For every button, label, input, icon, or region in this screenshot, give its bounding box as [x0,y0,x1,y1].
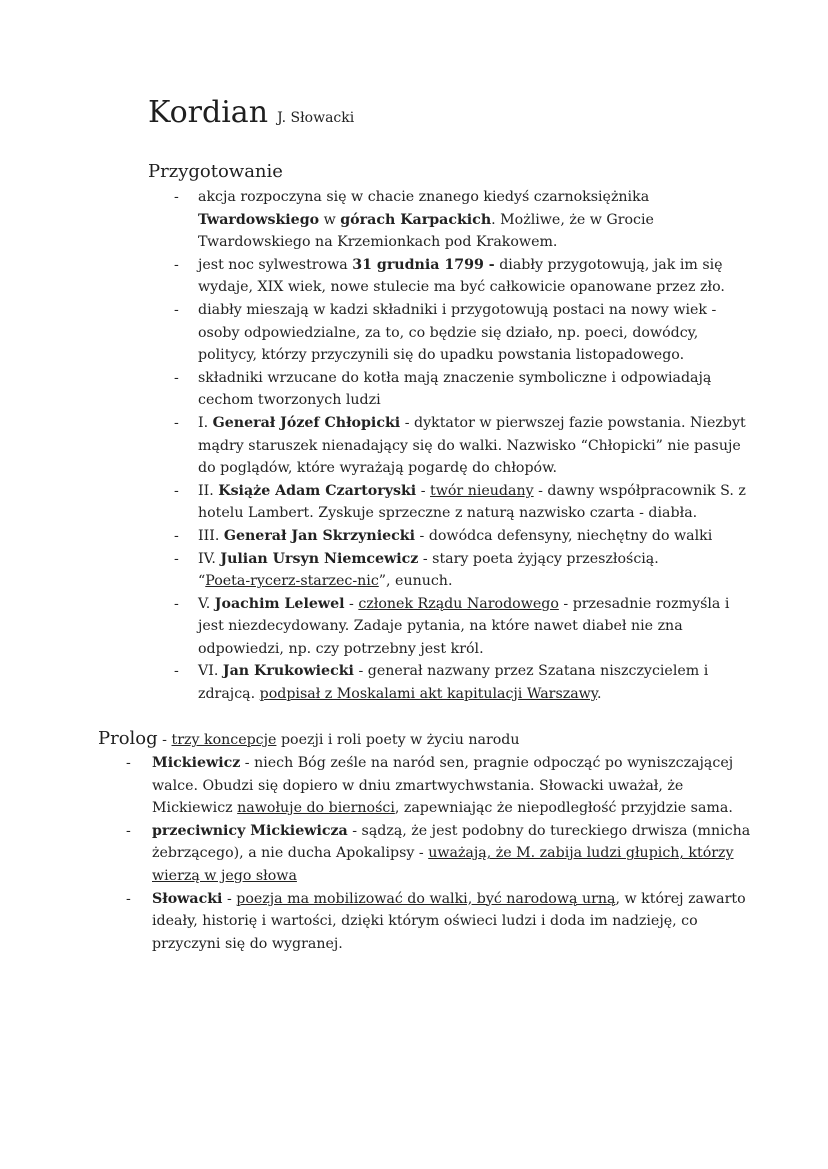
list-item: - V. Joachim Lelewel - członek Rządu Narodowego - przesadnie rozmyśla i jest niezdecydowany. Zadaje pytania, na które nawet diabeł nie zna odpowiedzi, np. czy potrzebny jest król. [174,595,730,657]
list-item: - składniki wrzucane do kotła mają znaczenie symboliczne i odpowiadają cechom tworzonych ludzi [174,369,712,409]
list-item: - Słowacki - poezja ma mobilizować do walki, być narodową urną, w której zawarto ideały, historię i wartości, dzięki którym oświeci ludzi i doda im nadzieję, co przyczyni się do wygranej. [126,890,746,952]
list-item: - jest noc sylwestrowa 31 grudnia 1799 - diabły przygotowują, jak im się wydaje, XIX wiek, nowe stulecie ma być całkowicie opanowane przez zło. [174,256,725,296]
przygotowanie-list [172,186,752,706]
author-text: J. Słowacki [277,110,355,126]
list-item: - I. Generał Józef Chłopicki - dyktator w pierwszej fazie powstania. Niezbyt mądry staruszek nienadający się do walki. Nazwisko “Chłopicki” nie pasuje do poglądów, które wyrażają pogardę do chłopów. [174,414,746,477]
prolog-list [124,752,754,955]
list-item: - II. Książe Adam Czartoryski - twór nieudany - dawny współpracownik S. z hotelu Lambert. Zyskuje sprzeczne z naturą nazwisko czarta - diabła. [174,482,746,522]
document-title [148,95,354,130]
prolog-heading-line: Prolog - trzy koncepcje poezji i roli poety w życiu narodu [98,728,520,749]
section-heading-przygotowanie: Przygotowanie [148,161,283,182]
title-text: Kordian [148,95,269,130]
list-item: - akcja rozpoczyna się w chacie znanego kiedyś czarnoksiężnika Twardowskiego w górach Karpackich. Możliwe, że w Grocie Twardowskiego na Krzemionkach pod Krakowem. [174,189,654,251]
list-item: - IV. Julian Ursyn Niemcewicz - stary poeta żyjący przeszłością. “Poeta-rycerz-starzec-nic”, eunuch. [174,550,659,590]
list-item: - VI. Jan Krukowiecki - generał nazwany przez Szatana niszczycielem i zdrajcą. podpisał z Moskalami akt kapitulacji Warszawy. [174,663,709,703]
list-item: - III. Generał Jan Skrzyniecki - dowódca defensyny, niechętny do walki [174,527,713,544]
list-item: - przeciwnicy Mickiewicza - sądzą, że jest podobny do tureckiego drwisza (mnicha żebrzącego), a nie ducha Apokalipsy - uważają, że M. zabija ludzi głupich, którzy wierzą w jego słowa [126,822,751,884]
list-item: - diabły mieszają w kadzi składniki i przygotowują postaci na nowy wiek - osoby odpowiedzialne, za to, co będzie się działo, np. poeci, dowódcy, politycy, którzy przyczynili się do upadku powstania listopadowego. [174,301,717,364]
list-item: - Mickiewicz - niech Bóg ześle na naród sen, pragnie odpocząć po wyniszczającej walce. Obudzi się dopiero w dniu zmartwychwstania. Słowacki uważał, że Mickiewicz nawołuje do bierności, zapewniając że niepodległość przyjdzie sama. [126,755,734,817]
section-heading-prolog: Prolog [98,728,158,749]
